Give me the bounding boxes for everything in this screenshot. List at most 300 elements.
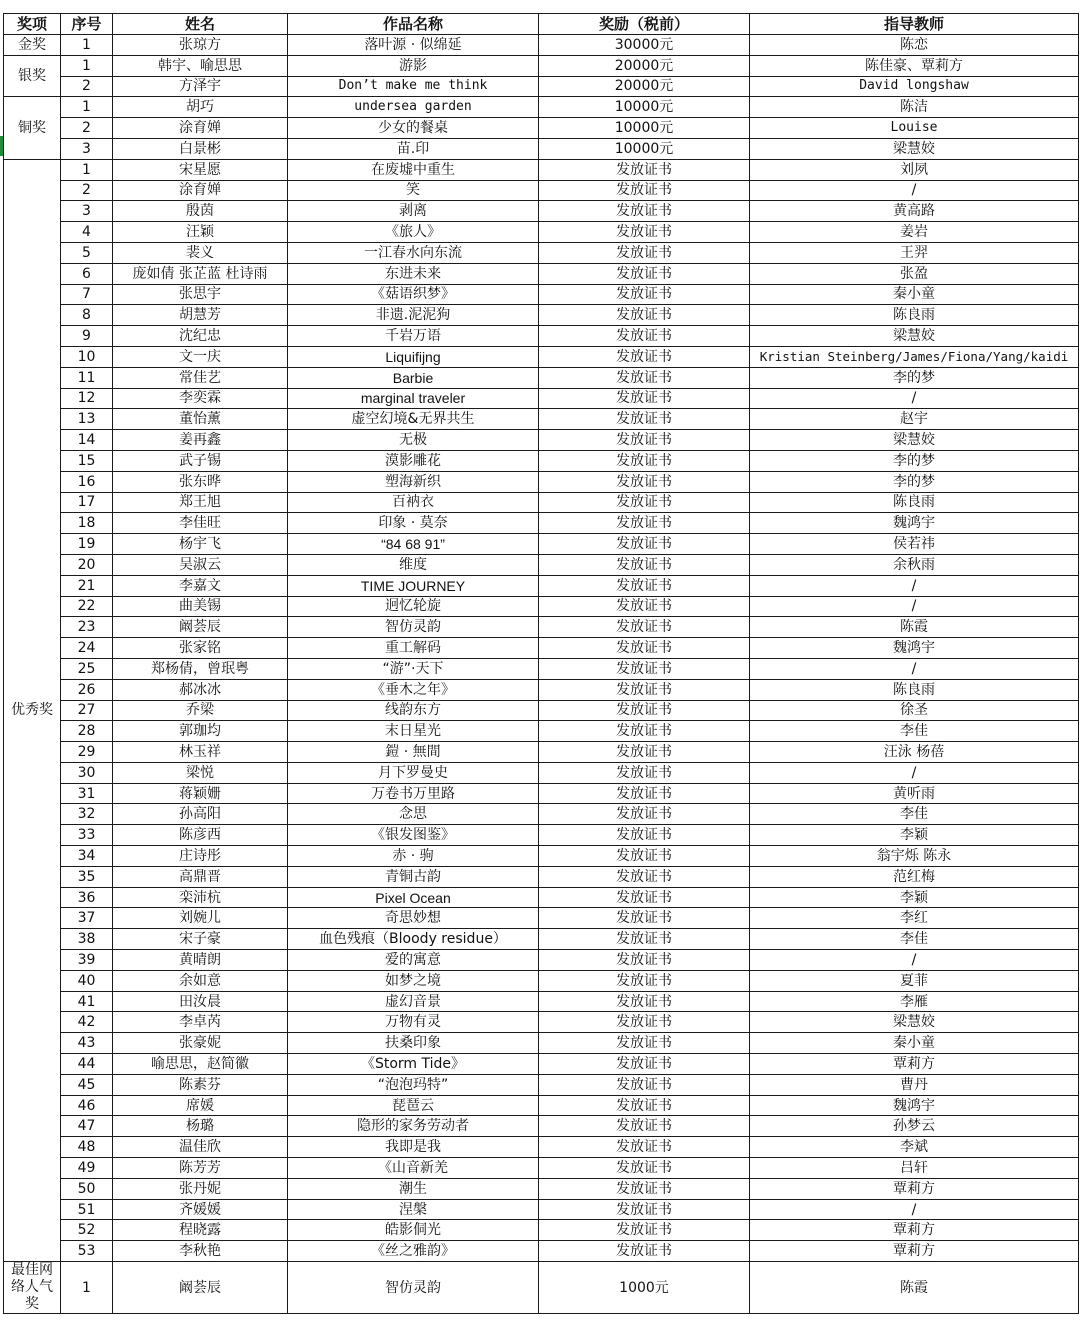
table-row <box>4 1074 1079 1095</box>
teacher-cell: 陈恋 <box>750 35 1079 56</box>
table-row <box>4 159 1079 180</box>
work-cell: 塑海新织 <box>288 471 539 492</box>
no-cell: 29 <box>61 742 113 763</box>
no-cell: 3 <box>61 138 113 159</box>
name-cell: 庄诗彤 <box>113 846 288 867</box>
prize-cell: 发放证书 <box>539 887 750 908</box>
name-cell: 席媛 <box>113 1095 288 1116</box>
name-cell: 姜再鑫 <box>113 430 288 451</box>
teacher-cell: 魏鸿宇 <box>750 1095 1079 1116</box>
no-cell: 16 <box>61 471 113 492</box>
prize-cell: 发放证书 <box>539 970 750 991</box>
name-cell: 陈素芬 <box>113 1074 288 1095</box>
table-row <box>4 180 1079 201</box>
work-cell: 《旅人》 <box>288 222 539 243</box>
name-cell: 刘婉儿 <box>113 908 288 929</box>
no-cell: 21 <box>61 575 113 596</box>
name-cell: 胡慧芳 <box>113 305 288 326</box>
table-row <box>4 263 1079 284</box>
award-cell: 优秀奖 <box>4 159 61 1261</box>
work-cell: “84 68 91” <box>288 534 539 555</box>
teacher-cell: 孙梦云 <box>750 1116 1079 1137</box>
teacher-cell: Kristian Steinberg/James/Fiona/Yang/kaidi <box>750 346 1079 367</box>
work-cell: “游”·天下 <box>288 658 539 679</box>
teacher-cell: 黄高路 <box>750 201 1079 222</box>
no-cell: 14 <box>61 430 113 451</box>
prize-cell: 发放证书 <box>539 825 750 846</box>
teacher-cell: 徐圣 <box>750 700 1079 721</box>
table-row <box>4 138 1079 159</box>
no-cell: 7 <box>61 284 113 305</box>
no-cell: 1 <box>61 55 113 76</box>
no-cell: 30 <box>61 762 113 783</box>
prize-cell: 发放证书 <box>539 1116 750 1137</box>
work-cell: 在废墟中重生 <box>288 159 539 180</box>
award-cell: 银奖 <box>4 55 61 97</box>
prize-cell: 发放证书 <box>539 305 750 326</box>
table-row <box>4 575 1079 596</box>
teacher-cell: 梁慧姣 <box>750 430 1079 451</box>
work-cell: 潮生 <box>288 1178 539 1199</box>
table-row <box>4 804 1079 825</box>
work-cell: 一江春水向东流 <box>288 242 539 263</box>
table-row <box>4 846 1079 867</box>
no-cell: 11 <box>61 367 113 388</box>
name-cell: 吴淑云 <box>113 554 288 575</box>
work-cell: 《山音新羌 <box>288 1158 539 1179</box>
work-cell: 落叶源 · 似绵延 <box>288 35 539 56</box>
teacher-cell: 陈良雨 <box>750 492 1079 513</box>
teacher-cell: 覃莉方 <box>750 1054 1079 1075</box>
teacher-cell: 李的梦 <box>750 450 1079 471</box>
prize-cell: 发放证书 <box>539 430 750 451</box>
teacher-cell: 李的梦 <box>750 471 1079 492</box>
name-cell: 杨璐 <box>113 1116 288 1137</box>
name-cell: 阚荟辰 <box>113 1262 288 1314</box>
table-row <box>4 222 1079 243</box>
no-cell: 2 <box>61 118 113 139</box>
teacher-cell: 李佳 <box>750 721 1079 742</box>
name-cell: 乔梁 <box>113 700 288 721</box>
name-cell: 张思宇 <box>113 284 288 305</box>
name-cell: 涂育婵 <box>113 180 288 201</box>
teacher-cell: 姜岩 <box>750 222 1079 243</box>
prize-cell: 发放证书 <box>539 950 750 971</box>
name-cell: 杨宇飞 <box>113 534 288 555</box>
no-cell: 41 <box>61 991 113 1012</box>
prize-cell: 发放证书 <box>539 471 750 492</box>
work-cell: 重工解码 <box>288 638 539 659</box>
name-cell: 宋子豪 <box>113 929 288 950</box>
header-award: 奖项 <box>4 14 61 35</box>
no-cell: 53 <box>61 1241 113 1262</box>
prize-cell: 发放证书 <box>539 991 750 1012</box>
prize-cell: 发放证书 <box>539 1137 750 1158</box>
table-row <box>4 1178 1079 1199</box>
work-cell: 迥忆轮旋 <box>288 596 539 617</box>
no-cell: 26 <box>61 679 113 700</box>
teacher-cell: Louise <box>750 118 1079 139</box>
prize-cell: 发放证书 <box>539 450 750 471</box>
work-cell: 万卷书万里路 <box>288 783 539 804</box>
no-cell: 50 <box>61 1178 113 1199</box>
no-cell: 27 <box>61 700 113 721</box>
teacher-cell: 覃莉方 <box>750 1241 1079 1262</box>
work-cell: 皓影侗光 <box>288 1220 539 1241</box>
no-cell: 1 <box>61 97 113 118</box>
name-cell: 李秋艳 <box>113 1241 288 1262</box>
prize-cell: 发放证书 <box>539 367 750 388</box>
name-cell: 陈芳芳 <box>113 1158 288 1179</box>
no-cell: 18 <box>61 513 113 534</box>
name-cell: 梁悦 <box>113 762 288 783</box>
table-row <box>4 1054 1079 1075</box>
table-row <box>4 866 1079 887</box>
teacher-cell: 陈霞 <box>750 1262 1079 1314</box>
no-cell: 12 <box>61 388 113 409</box>
name-cell: 董怡薰 <box>113 409 288 430</box>
work-cell: Pixel Ocean <box>288 887 539 908</box>
name-cell: 程晓露 <box>113 1220 288 1241</box>
name-cell: 韩宇、喻思思 <box>113 55 288 76</box>
teacher-cell: 李红 <box>750 908 1079 929</box>
teacher-cell: 陈霞 <box>750 617 1079 638</box>
no-cell: 1 <box>61 159 113 180</box>
no-cell: 23 <box>61 617 113 638</box>
prize-cell: 发放证书 <box>539 638 750 659</box>
name-cell: 郑王旭 <box>113 492 288 513</box>
name-cell: 李奕霖 <box>113 388 288 409</box>
work-cell: 末日星光 <box>288 721 539 742</box>
no-cell: 36 <box>61 887 113 908</box>
teacher-cell: 翁宇烁 陈永 <box>750 846 1079 867</box>
no-cell: 13 <box>61 409 113 430</box>
work-cell: 少女的餐桌 <box>288 118 539 139</box>
work-cell: 游影 <box>288 55 539 76</box>
no-cell: 37 <box>61 908 113 929</box>
no-cell: 52 <box>61 1220 113 1241</box>
name-cell: 胡巧 <box>113 97 288 118</box>
teacher-cell: 秦小童 <box>750 1033 1079 1054</box>
table-row <box>4 513 1079 534</box>
no-cell: 43 <box>61 1033 113 1054</box>
work-cell: 漠影雕花 <box>288 450 539 471</box>
table-row <box>4 242 1079 263</box>
work-cell: 智仿灵韵 <box>288 617 539 638</box>
work-cell: 爱的寓意 <box>288 950 539 971</box>
teacher-cell: 陈良雨 <box>750 679 1079 700</box>
work-cell: 如梦之境 <box>288 970 539 991</box>
prize-cell: 发放证书 <box>539 388 750 409</box>
prize-cell: 20000元 <box>539 76 750 97</box>
table-row <box>4 929 1079 950</box>
table-row <box>4 596 1079 617</box>
name-cell: 李嘉文 <box>113 575 288 596</box>
teacher-cell: 陈佳豪、覃莉方 <box>750 55 1079 76</box>
teacher-cell: / <box>750 388 1079 409</box>
prize-cell: 发放证书 <box>539 284 750 305</box>
work-cell: Liquifijng <box>288 346 539 367</box>
table-row <box>4 617 1079 638</box>
prize-cell: 发放证书 <box>539 1241 750 1262</box>
prize-cell: 发放证书 <box>539 1158 750 1179</box>
work-cell: 无极 <box>288 430 539 451</box>
table-row <box>4 97 1079 118</box>
name-cell: 汪颖 <box>113 222 288 243</box>
teacher-cell: 覃莉方 <box>750 1220 1079 1241</box>
prize-cell: 发放证书 <box>539 534 750 555</box>
no-cell: 8 <box>61 305 113 326</box>
work-cell: 赤 · 驹 <box>288 846 539 867</box>
table-row <box>4 1220 1079 1241</box>
teacher-cell: 李佳 <box>750 929 1079 950</box>
prize-cell: 发放证书 <box>539 492 750 513</box>
table-row <box>4 201 1079 222</box>
name-cell: 李卓芮 <box>113 1012 288 1033</box>
name-cell: 沈纪忠 <box>113 326 288 347</box>
prize-cell: 发放证书 <box>539 617 750 638</box>
teacher-cell: 张盈 <box>750 263 1079 284</box>
no-cell: 51 <box>61 1199 113 1220</box>
name-cell: 文一庆 <box>113 346 288 367</box>
table-row <box>4 409 1079 430</box>
table-row <box>4 534 1079 555</box>
name-cell: 喻思思，赵简徽 <box>113 1054 288 1075</box>
no-cell: 24 <box>61 638 113 659</box>
work-cell: 维度 <box>288 554 539 575</box>
prize-cell: 发放证书 <box>539 346 750 367</box>
teacher-cell: / <box>750 180 1079 201</box>
work-cell: 月下罗曼史 <box>288 762 539 783</box>
prize-cell: 发放证书 <box>539 721 750 742</box>
work-cell: 笑 <box>288 180 539 201</box>
table-row <box>4 1241 1079 1262</box>
name-cell: 方泽宇 <box>113 76 288 97</box>
no-cell: 32 <box>61 804 113 825</box>
prize-cell: 发放证书 <box>539 742 750 763</box>
teacher-cell: 秦小童 <box>750 284 1079 305</box>
teacher-cell: 梁慧姣 <box>750 138 1079 159</box>
table-row <box>4 367 1079 388</box>
prize-cell: 10000元 <box>539 97 750 118</box>
prize-cell: 发放证书 <box>539 326 750 347</box>
prize-cell: 发放证书 <box>539 554 750 575</box>
prize-cell: 1000元 <box>539 1262 750 1314</box>
table-row <box>4 658 1079 679</box>
award-cell: 铜奖 <box>4 97 61 159</box>
no-cell: 2 <box>61 76 113 97</box>
teacher-cell: / <box>750 658 1079 679</box>
table-row <box>4 908 1079 929</box>
work-cell: 血色残痕（Bloody residue） <box>288 929 539 950</box>
name-cell: 张家铭 <box>113 638 288 659</box>
award-cell: 最佳网络人气奖 <box>4 1262 61 1314</box>
name-cell: 田汝晨 <box>113 991 288 1012</box>
no-cell: 25 <box>61 658 113 679</box>
prize-cell: 发放证书 <box>539 866 750 887</box>
no-cell: 47 <box>61 1116 113 1137</box>
work-cell: 苗.印 <box>288 138 539 159</box>
no-cell: 19 <box>61 534 113 555</box>
teacher-cell: / <box>750 1199 1079 1220</box>
teacher-cell: 梁慧姣 <box>750 326 1079 347</box>
no-cell: 40 <box>61 970 113 991</box>
work-cell: 万物有灵 <box>288 1012 539 1033</box>
table-row <box>4 825 1079 846</box>
prize-cell: 发放证书 <box>539 846 750 867</box>
work-cell: 《垂木之年》 <box>288 679 539 700</box>
no-cell: 35 <box>61 866 113 887</box>
prize-cell: 发放证书 <box>539 1095 750 1116</box>
table-row <box>4 1199 1079 1220</box>
teacher-cell: 陈洁 <box>750 97 1079 118</box>
name-cell: 黄晴朗 <box>113 950 288 971</box>
table-row <box>4 430 1079 451</box>
table-header <box>4 14 1079 35</box>
prize-cell: 发放证书 <box>539 180 750 201</box>
header-row <box>4 14 1079 35</box>
prize-cell: 10000元 <box>539 118 750 139</box>
teacher-cell: 夏菲 <box>750 970 1079 991</box>
name-cell: 陈彦西 <box>113 825 288 846</box>
prize-cell: 发放证书 <box>539 1199 750 1220</box>
no-cell: 38 <box>61 929 113 950</box>
no-cell: 44 <box>61 1054 113 1075</box>
header-teacher: 指导教师 <box>750 14 1079 35</box>
name-cell: 涂育婵 <box>113 118 288 139</box>
table-row <box>4 55 1079 76</box>
teacher-cell: 李的梦 <box>750 367 1079 388</box>
name-cell: 张豪妮 <box>113 1033 288 1054</box>
work-cell: 琵琶云 <box>288 1095 539 1116</box>
prize-cell: 发放证书 <box>539 658 750 679</box>
name-cell: 曲美锡 <box>113 596 288 617</box>
prize-cell: 发放证书 <box>539 1178 750 1199</box>
name-cell: 林玉祥 <box>113 742 288 763</box>
prize-cell: 发放证书 <box>539 222 750 243</box>
work-cell: 涅槃 <box>288 1199 539 1220</box>
teacher-cell: 赵宇 <box>750 409 1079 430</box>
no-cell: 2 <box>61 180 113 201</box>
prize-cell: 发放证书 <box>539 762 750 783</box>
prize-cell: 10000元 <box>539 138 750 159</box>
teacher-cell: / <box>750 950 1079 971</box>
table-row <box>4 118 1079 139</box>
name-cell: 裴义 <box>113 242 288 263</box>
prize-cell: 发放证书 <box>539 596 750 617</box>
work-cell: 念思 <box>288 804 539 825</box>
prize-cell: 发放证书 <box>539 513 750 534</box>
name-cell: 张东晔 <box>113 471 288 492</box>
prize-cell: 发放证书 <box>539 804 750 825</box>
table-row <box>4 492 1079 513</box>
table-row <box>4 326 1079 347</box>
teacher-cell: 魏鸿宇 <box>750 513 1079 534</box>
no-cell: 28 <box>61 721 113 742</box>
no-cell: 48 <box>61 1137 113 1158</box>
teacher-cell: 侯若祎 <box>750 534 1079 555</box>
table-row <box>4 991 1079 1012</box>
table-row <box>4 305 1079 326</box>
table-row <box>4 700 1079 721</box>
teacher-cell: 李雁 <box>750 991 1079 1012</box>
prize-cell: 发放证书 <box>539 679 750 700</box>
table-row <box>4 1158 1079 1179</box>
name-cell: 余如意 <box>113 970 288 991</box>
no-cell: 1 <box>61 1262 113 1314</box>
no-cell: 10 <box>61 346 113 367</box>
table-row <box>4 950 1079 971</box>
prize-cell: 发放证书 <box>539 242 750 263</box>
teacher-cell: 刘夙 <box>750 159 1079 180</box>
teacher-cell: 覃莉方 <box>750 1178 1079 1199</box>
teacher-cell: 曹丹 <box>750 1074 1079 1095</box>
teacher-cell: 汪泳 杨蓓 <box>750 742 1079 763</box>
work-cell: 鎧 · 無間 <box>288 742 539 763</box>
name-cell: 白景彬 <box>113 138 288 159</box>
name-cell: 武子锡 <box>113 450 288 471</box>
work-cell: Don’t make me think <box>288 76 539 97</box>
teacher-cell: 黄听雨 <box>750 783 1079 804</box>
name-cell: 高鼎晋 <box>113 866 288 887</box>
awards-table <box>3 13 1079 1314</box>
work-cell: 《Storm Tide》 <box>288 1054 539 1075</box>
no-cell: 17 <box>61 492 113 513</box>
prize-cell: 发放证书 <box>539 201 750 222</box>
table-row <box>4 742 1079 763</box>
no-cell: 49 <box>61 1158 113 1179</box>
work-cell: 虚空幻境&无界共生 <box>288 409 539 430</box>
work-cell: 印象 · 莫奈 <box>288 513 539 534</box>
table-row <box>4 284 1079 305</box>
table-row <box>4 783 1079 804</box>
name-cell: 宋星愿 <box>113 159 288 180</box>
work-cell: 我即是我 <box>288 1137 539 1158</box>
teacher-cell: / <box>750 762 1079 783</box>
work-cell: 虚幻音景 <box>288 991 539 1012</box>
no-cell: 39 <box>61 950 113 971</box>
table-row <box>4 887 1079 908</box>
prize-cell: 发放证书 <box>539 1220 750 1241</box>
table-row <box>4 388 1079 409</box>
table-row <box>4 970 1079 991</box>
name-cell: 栾沛杭 <box>113 887 288 908</box>
teacher-cell: / <box>750 575 1079 596</box>
name-cell: 常佳艺 <box>113 367 288 388</box>
prize-cell: 发放证书 <box>539 1054 750 1075</box>
teacher-cell: 吕轩 <box>750 1158 1079 1179</box>
header-name: 姓名 <box>113 14 288 35</box>
work-cell: 隐形的家务劳动者 <box>288 1116 539 1137</box>
header-work: 作品名称 <box>288 14 539 35</box>
table-body <box>4 35 1079 1314</box>
teacher-cell: 梁慧姣 <box>750 1012 1079 1033</box>
prize-cell: 发放证书 <box>539 1033 750 1054</box>
prize-cell: 20000元 <box>539 55 750 76</box>
work-cell: 扶桑印象 <box>288 1033 539 1054</box>
work-cell: 《菇语织梦》 <box>288 284 539 305</box>
table-row <box>4 638 1079 659</box>
work-cell: 线韵东方 <box>288 700 539 721</box>
no-cell: 34 <box>61 846 113 867</box>
work-cell: 百衲衣 <box>288 492 539 513</box>
name-cell: 郝冰冰 <box>113 679 288 700</box>
prize-cell: 发放证书 <box>539 263 750 284</box>
no-cell: 4 <box>61 222 113 243</box>
no-cell: 42 <box>61 1012 113 1033</box>
table-row <box>4 1137 1079 1158</box>
table-row <box>4 1012 1079 1033</box>
